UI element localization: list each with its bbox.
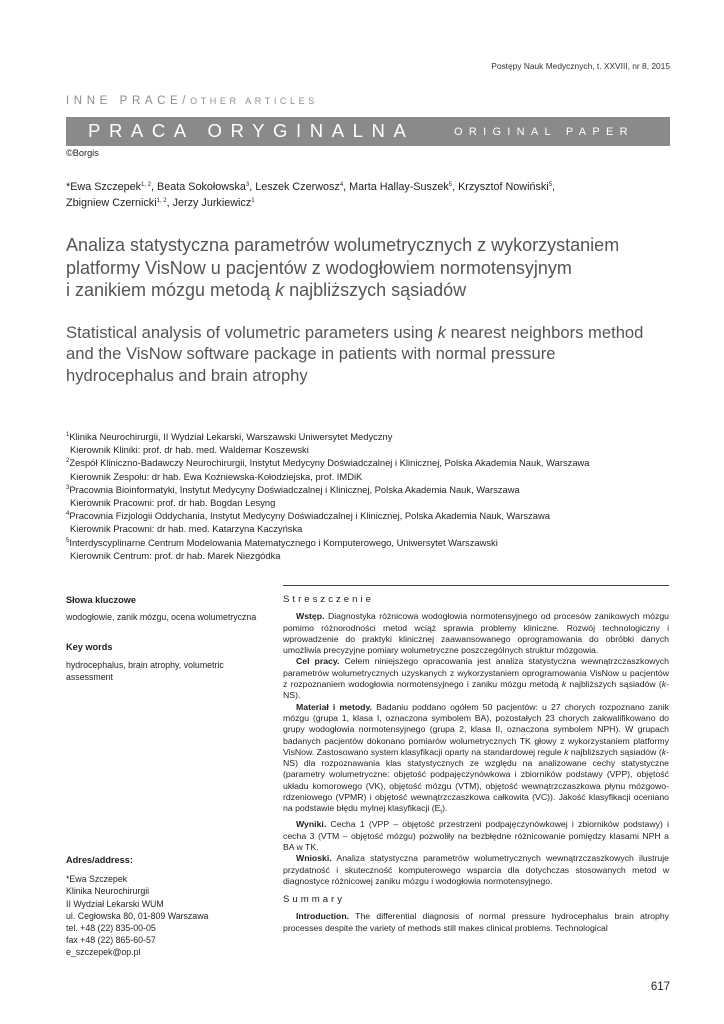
author: Marta Hallay-Suszek$^5$, xyxy=(349,181,459,193)
affiliation: $^5$Interdyscyplinarne Centrum Modelowania Matematycznego i Komputerowego, Uniwersytet Warszawski xyxy=(66,536,498,548)
affiliation-head: Kierownik Kliniki: prof. dr hab. med. Waldemar Koszewski xyxy=(70,444,309,456)
address-line: II Wydział Lekarski WUM xyxy=(66,898,164,909)
abstract-rule xyxy=(283,585,669,586)
abstract xyxy=(283,594,669,934)
address-line: Klinika Neurochirurgii xyxy=(66,886,150,897)
article-type-banner xyxy=(66,117,670,146)
affiliation: $^4$Pracownia Fizjologii Oddychania, Instytut Medycyny Doświadczalnej i Klinicznej, Polska Akademia Nauk, Warszawa xyxy=(66,510,550,522)
keywords-en-title: Key words xyxy=(66,642,113,653)
keywords-pl-title: Słowa kluczowe xyxy=(66,595,136,605)
author: Beata Sokołowska$^3$, xyxy=(157,181,256,193)
title-english: Statistical analysis of volumetric parameters using k nearest neighbors method and the VisNow software package in patients with normal pressure hydrocephalus and brain atrophy xyxy=(66,323,644,385)
affiliation-head: Kierownik Pracowni: dr hab. med. Katarzyna Kaczyńska xyxy=(70,523,303,535)
address-line: ul. Cegłowska 80, 01-809 Warszawa xyxy=(66,910,209,921)
abstract-heading-pl: Streszczenie xyxy=(283,594,374,605)
address-line: tel. +48 (22) 835-00-05 xyxy=(66,923,156,934)
affiliation-head: Kierownik Centrum: prof. dr hab. Marek Niezgódka xyxy=(70,549,281,561)
affiliation-head: Kierownik Pracowni: prof. dr hab. Bogdan Lesyng xyxy=(70,497,276,509)
keywords-pl-text: wodogłowie, zanik mózgu, ocena wolumetryczna xyxy=(66,612,257,623)
abstract-heading-en: Summary xyxy=(283,894,346,906)
keywords-column xyxy=(66,594,266,683)
abstract-introduction: Wstęp. Diagnostyka różnicowa wodogłowia normotensyjnego od procesów zanikowych mózgu pomimo różnorodności metod wciąż sprawia problemy kliniczne. Rozwój technologiczny i wprowadzenie do praktyki klinicznej zaawansowanego oprogramowania do obróbki danych umożliwia precyzyjne pomiary wolumetryczne poszczególnych struktur mózgowia. xyxy=(283,611,669,656)
section-label xyxy=(66,95,318,107)
banner-type-pl: PRACA ORYGINALNA xyxy=(88,120,415,141)
author-list xyxy=(66,180,666,211)
address-line: fax +48 (22) 865-60-57 xyxy=(66,935,156,946)
section-label-en: OTHER ARTICLES xyxy=(190,96,318,106)
affiliation: $^1$Klinika Neurochirurgii, II Wydział Lekarski, Warszawski Uniwersytet Medyczny xyxy=(66,431,393,442)
author: Zbigniew Czernicki$^{1, 2}$, xyxy=(66,196,173,209)
abstract-methods: Materiał i metody. Badaniu poddano ogółem 50 pacjentów: u 27 chorych rozpoznano zanik mózgu (grupa 1, klasa I, oznaczona symbolem BA), pozostałych 23 chorych zakwalifikowano do grupy wodogłowia normotensyjnego (grupa 2, klasa II, oznaczona symbolem NPH). W grupach badanych pacjentów dokonano pomiarów wolumetrycznych TK głowy z wykorzystaniem platformy VisNow. Zastosowano system klasyfikacji oparty na standardowej regule k najbliższych sąsiadów (k-NS) dla rozpoznawania klas statystycznych ze względu na analizowane cechy statystyczne (parametry wolumetryczne: objętość podpajęczynówkowa i zbiorników podstawy (VPP), objętość układu komorowego (VK), objętość mózgu (VTM), objętość wewnątrzczaszkowa płynu mózgowo-rdzeniowego (VPMR) i objętość wewnątrzczaszkowa całkowita (VC)). Jakość klasyfikacji oceniano na podstawie błędu mylnej klasyfikacji $(E_t)$. xyxy=(283,701,669,817)
page-number: 617 xyxy=(650,981,670,993)
affiliation: $^2$Zespół Kliniczno-Badawczy Neurochirurgii, Instytut Medycyny Doświadczalnej i Klinicznej, Polska Akademia Nauk, Warszawa xyxy=(66,457,590,469)
abstract-conclusions: Wnioski. Analiza statystyczna parametrów wolumetrycznych wewnątrzczaszkowych ilustruje przydatność i skuteczność komputerowego wsparcia dla dotychczas stosowanych metod w diagnostyce różnicowej zaniku mózgu i wodogłowia normotensyjnego. xyxy=(283,853,669,886)
keywords-en-text: hydrocephalus, brain atrophy, volumetric assessment xyxy=(66,659,224,682)
section-separator: / xyxy=(182,95,191,107)
abstract-results: Wyniki. Cecha 1 (VPP – objętość przestrzeni podpajęczynówkowej i zbiorników podstawy) i cecha 3 (VTM – objętość mózgu) pozwoliły na bezbłędne różnicowanie pomiędzy klasami NPH a BA w TK. xyxy=(283,819,669,852)
affiliation: $^3$Pracownia Bioinformatyki, Instytut Medycyny Doświadczalnej i Klinicznej, Polska Akademia Nauk, Warszawa xyxy=(66,483,520,495)
copyright: ©Borgis xyxy=(66,148,99,158)
author: *Ewa Szczepek$^{1, 2}$, xyxy=(66,181,158,193)
correspondence-address xyxy=(66,854,266,959)
affiliation-head: Kierownik Zespołu: dr hab. Ewa Koźniewska-Kołodziejska, prof. IMDiK xyxy=(70,470,363,482)
author: Jerzy Jurkiewicz$^1$ xyxy=(172,196,255,209)
affiliations xyxy=(66,430,686,562)
title-polish: Analiza statystyczna parametrów wolumetrycznych z wykorzystaniem platformy VisNow u pacjentów z wodogłowiem normotensyjnym i zanikiem mózgu metodą k najbliższych sąsiadów xyxy=(66,235,620,301)
author: Krzysztof Nowiński$^5$, xyxy=(458,181,556,193)
address-title: Adres/address: xyxy=(66,855,133,865)
address-email: e_szczepek@op.pl xyxy=(66,947,141,958)
author: Leszek Czerwosz$^4$, xyxy=(255,181,350,193)
address-line: *Ewa Szczepek xyxy=(66,874,128,885)
summary-introduction: Introduction. The differential diagnosis of normal pressure hydrocephalus brain atrophy processes despite the variety of methods still makes clinical problems. Technological xyxy=(283,911,669,933)
banner-type-en: ORIGINAL PAPER xyxy=(454,126,634,138)
journal-header: Postępy Nauk Medycznych, t. XXVIII, nr 8, 2015 xyxy=(491,61,670,71)
section-label-pl: INNE PRACE xyxy=(66,95,183,107)
abstract-aim: Cel pracy. Celem niniejszego opracowania jest analiza statystyczna wewnątrzczaszkowych parametrów wolumetrycznych uzyskanych z wykorzystaniem oprogramowania VisNow u pacjentów z rozpoznaniem wodogłowia normotensyjnego i zaniku mózgu metodą k najbliższych sąsiadów (k-NS). xyxy=(283,656,670,701)
